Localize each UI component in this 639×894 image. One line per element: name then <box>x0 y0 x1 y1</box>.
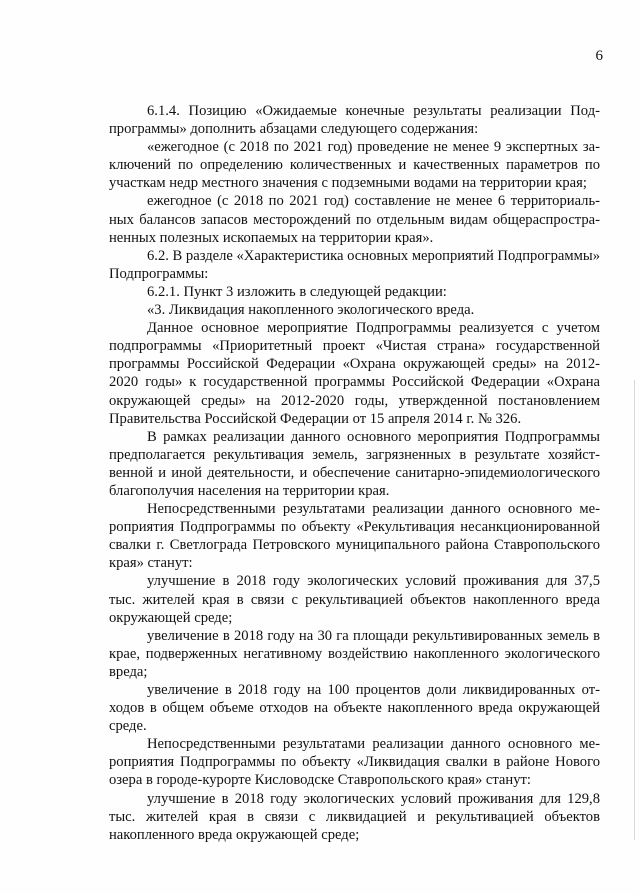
paragraph-item-3-heading: «3. Ликвидация накопленного экологического вреда. <box>147 302 475 319</box>
paragraph-svetlograd-waste-share: увеличение в 2018 году на 100 процентов доли ликвидированных отходов в общем объеме отходов на объекте накопленного вреда окружающей среде. <box>109 682 600 735</box>
paragraph-clean-country-project: Данное основное мероприятие Подпрограммы реализуется с учетом подпрограммы «Приоритетный проект «Чистая страна» государственной программы Российской Федерации «Охрана окружающей среды» на 2012-2020 годы» к государственной программы Российской Федерации «Охрана окружающей среды» на 2012-2020 годы, утвержденной постановлением Правительства Российской Федерации от 15 апреля 2014 г. № 326. <box>109 320 600 427</box>
paragraph-svetlograd-living-conditions: улучшение в 2018 году экологических условий проживания для 37,5 тыс. жителей края в связи с рекультивацией объектов накопленного вреда окружающей среде; <box>109 573 600 626</box>
document-body <box>109 102 600 844</box>
paragraph-6-2-1: 6.2.1. Пункт 3 изложить в следующей редакции: <box>147 283 447 300</box>
page-number: 6 <box>595 48 603 64</box>
scan-edge-line <box>634 380 635 840</box>
paragraph-6-2: 6.2. В разделе «Характеристика основных мероприятий Подпрограммы» Подпрограммы: <box>109 247 600 282</box>
paragraph-land-recultivation: В рамках реализации данного основного мероприятия Подпрограммы предполагается рекультивация земель, загрязненных в результате хозяйственной и иной деятельности, и обеспечение санитарно-эпидемиологического благополучия населения на территории края. <box>109 428 600 499</box>
paragraph-kislovodsk-living-conditions: улучшение в 2018 году экологических условий проживания для 129,8 тыс. жителей края в связи с ликвидацией и рекультивацией объектов накопленного вреда окружающей среде; <box>109 790 600 843</box>
paragraph-territorial-balances: ежегодное (с 2018 по 2021 год) составление не менее 6 территориальных балансов запасов месторождений по отдельным видам общераспространенных полезных ископаемых на территории края». <box>109 193 600 246</box>
paragraph-expert-conclusions: «ежегодное (с 2018 по 2021 год) проведение не менее 9 экспертных заключений по определению количественных и качественных параметров по участкам недр местного значения с подземными водами на территории края; <box>109 139 600 192</box>
paragraph-6-1-4: 6.1.4. Позицию «Ожидаемые конечные результаты реализации Подпрограммы» дополнить абзацами следующего содержания: <box>109 103 600 138</box>
paragraph-kislovodsk-results: Непосредственными результатами реализации данного основного мероприятия Подпрограммы по объекту «Ликвидация свалки в районе Нового озера в городе-курорте Кисловодске Ставропольского края» станут: <box>109 736 600 789</box>
paragraph-svetlograd-land-area: увеличение в 2018 году на 30 га площади рекультивированных земель в крае, подверженных негативному воздействию накопленного экологического вреда; <box>109 627 600 680</box>
paragraph-svetlograd-results: Непосредственными результатами реализации данного основного мероприятия Подпрограммы по объекту «Рекультивация несанкционированной свалки г. Светлограда Петровского муниципального района Ставропольского края» станут: <box>109 501 600 572</box>
